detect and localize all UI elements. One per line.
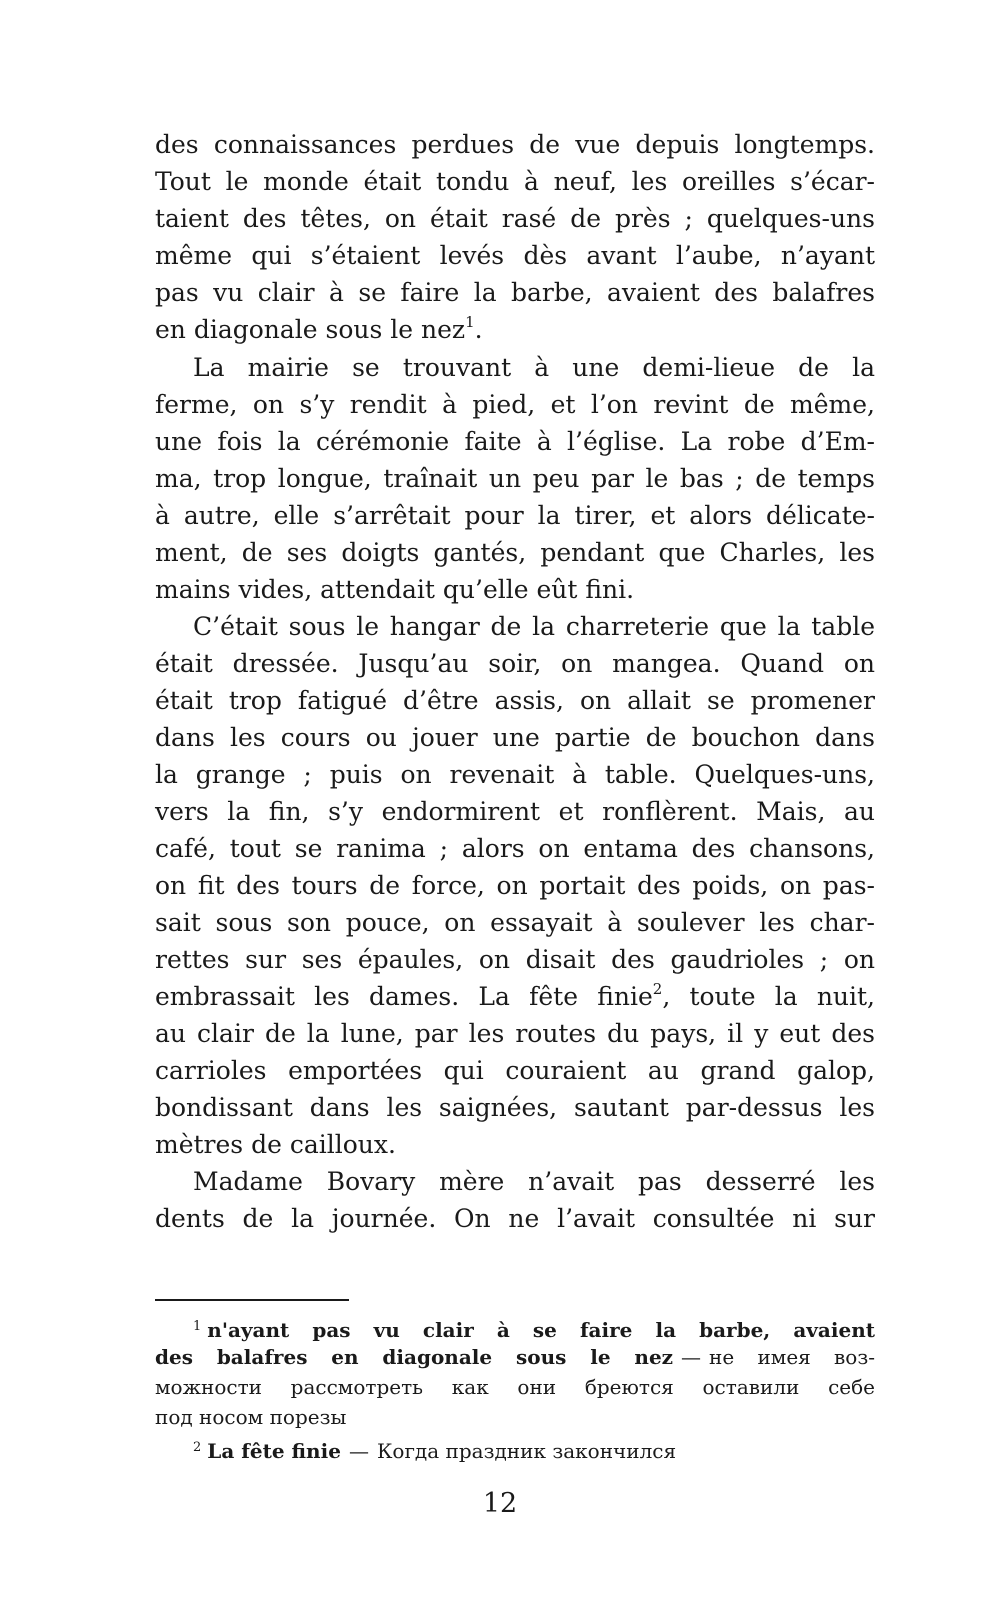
footnote-1-line: под носом порезы — [155, 1405, 347, 1429]
footnote-term: des balafres en diagonale sous le nez — [155, 1345, 674, 1369]
text-line: sait sous son pouce, on essayait à soulever les char- — [155, 908, 875, 937]
text-line — [155, 978, 875, 1016]
text-line: la grange ; puis on revenait à table. Quelques-uns, — [155, 760, 875, 789]
text-line: était trop fatigué d’être assis, on allait se promener — [155, 686, 875, 715]
footnote-mark-2: 2 — [652, 980, 663, 998]
page-number: 12 — [482, 1488, 518, 1519]
text-line: Madame Bovary mère n’avait pas desserré les — [193, 1167, 875, 1196]
footnote-2 — [193, 1433, 875, 1463]
text-line: dents de la journée. On ne l’avait consultée ni sur — [155, 1204, 875, 1233]
text-segment: en diagonale sous le nez — [155, 315, 466, 344]
text-line: ment, de ses doigts gantés, pendant que Charles, les — [155, 538, 875, 567]
text-line: rettes sur ses épaules, on disait des gaudrioles ; on — [155, 945, 875, 974]
text-period: . — [474, 315, 483, 344]
text-line: même qui s’étaient levés dès avant l’aube, n’ayant — [155, 241, 875, 270]
text-line: on fit des tours de force, on portait des poids, on pas- — [155, 871, 875, 900]
text-line: La mairie se trouvant à une demi-lieue de la — [193, 353, 875, 382]
text-line: mètres de cailloux. — [155, 1130, 396, 1159]
footnote-mark-1: 1 — [465, 313, 475, 331]
footnote-1 — [193, 1312, 875, 1342]
text-line: à autre, elle s’arrêtait pour la tirer, et alors délicate- — [155, 501, 875, 530]
text-line: mains vides, attendait qu’elle eût fini. — [155, 575, 635, 604]
footnote-translation: не имея воз- — [709, 1345, 876, 1369]
text-line: dans les cours ou jouer une partie de bouchon dans — [155, 723, 875, 752]
text-line: Tout le monde était tondu à neuf, les oreilles s’écar- — [155, 167, 875, 196]
footnote-dash: — — [681, 1345, 702, 1369]
footnote-number: 2 — [193, 1440, 202, 1455]
text-line: était dressée. Jusqu’au soir, on mangea. Quand on — [155, 649, 875, 678]
text-line: une fois la cérémonie faite à l’église. La robe d’Em- — [155, 427, 875, 456]
footnote-1-line — [155, 1342, 875, 1372]
text-line: taient des têtes, on était rasé de près ; quelques-uns — [155, 204, 875, 233]
text-segment: , toute la nuit, — [662, 982, 876, 1011]
text-line: pas vu clair à se faire la barbe, avaient des balafres — [155, 278, 875, 307]
footnote-dash: — — [348, 1439, 369, 1463]
text-line: ma, trop longue, traînait un peu par le bas ; de temps — [155, 464, 875, 493]
text-line: au clair de la lune, par les routes du pays, il y eut des — [155, 1019, 875, 1048]
text-line: carrioles emportées qui couraient au grand galop, — [155, 1056, 875, 1085]
text-line: des connaissances perdues de vue depuis longtemps. — [155, 130, 875, 159]
text-line: C’était sous le hangar de la charreterie que la table — [193, 612, 875, 641]
footnote-term: La fête finie — [207, 1439, 341, 1463]
text-segment: embrassait les dames. La fête finie — [155, 982, 653, 1011]
footnote-translation: Когда праздник закончился — [376, 1439, 677, 1463]
footnote-divider — [155, 1299, 349, 1301]
text-line: café, tout se ranima ; alors on entama des chansons, — [155, 834, 875, 863]
text-line: ferme, on s’y rendit à pied, et l’on revint de même, — [155, 390, 875, 419]
text-line: vers la fin, s’y endormirent et ronflèrent. Mais, au — [155, 797, 875, 826]
text-line — [155, 311, 875, 349]
text-line: bondissant dans les saignées, sautant par-dessus les — [155, 1093, 875, 1122]
footnote-term: n'ayant pas vu clair à se faire la barbe, avaient — [207, 1318, 875, 1342]
footnote-number: 1 — [193, 1319, 202, 1334]
footnote-1-line: можности рассмотреть как они бреются оставили себе — [155, 1375, 875, 1399]
